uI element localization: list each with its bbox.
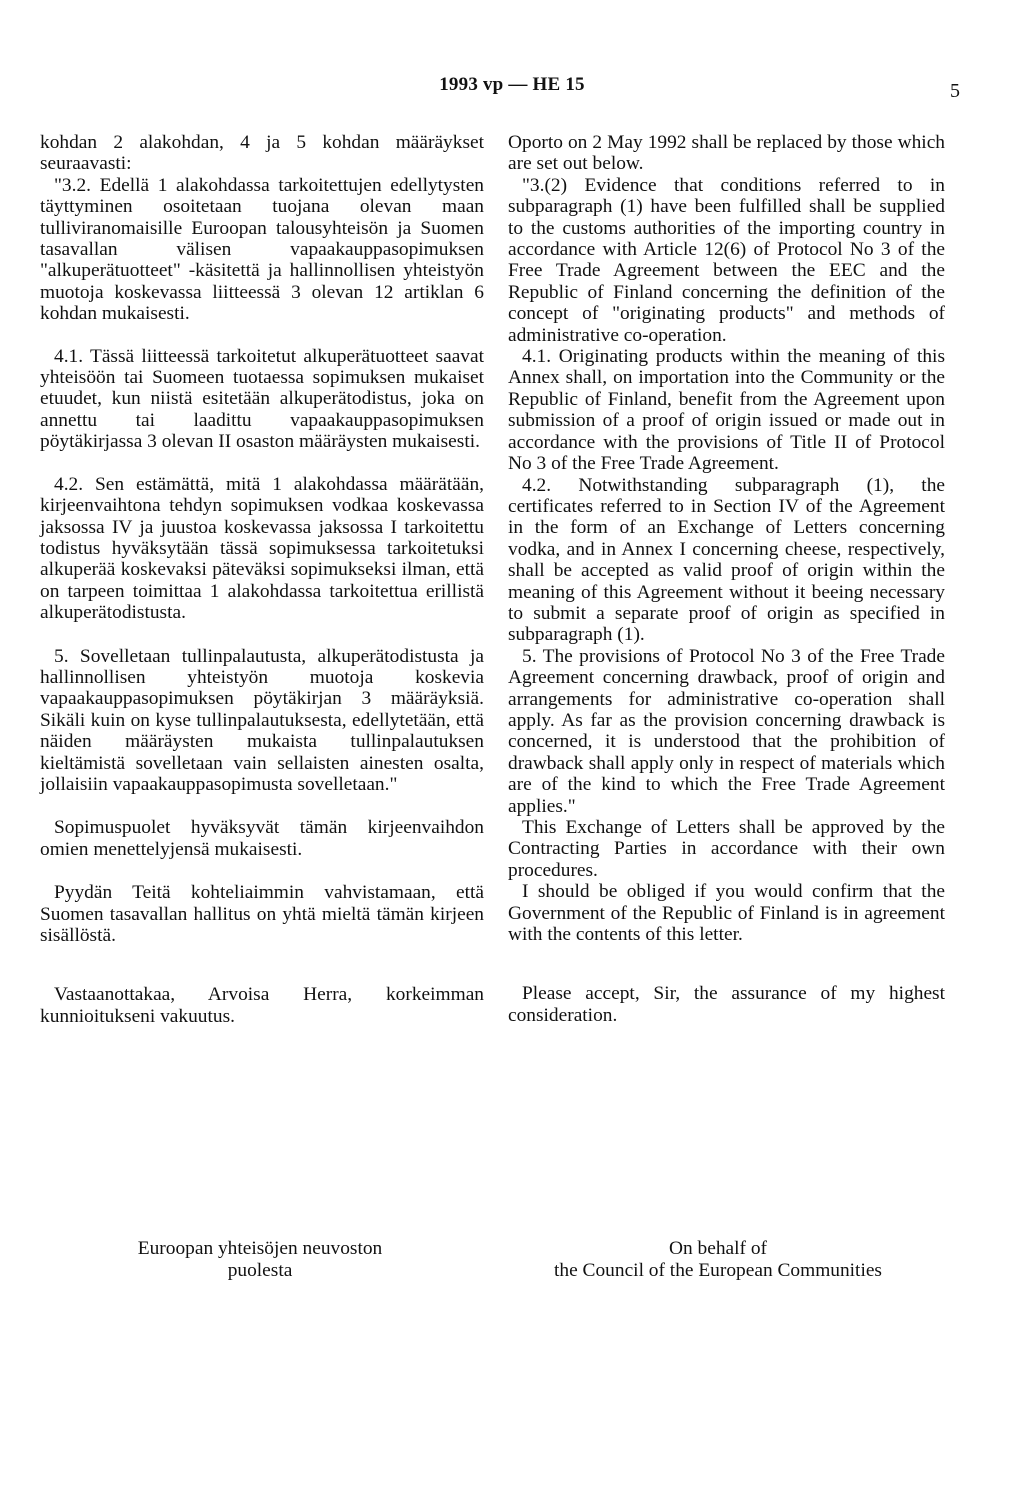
document-reference: 1993 vp — HE 15 (439, 74, 585, 95)
finnish-text-column (40, 132, 484, 1027)
fi-signature-line: puolesta (227, 1260, 293, 1281)
en-paragraph-5: 5. The provisions of Protocol No 3 of the Free Trade Agreement concerning drawback, proof of origin and arrangements for administrative co-operation shall apply. As far as the provision concerning drawback is concerned, it is understood that the prohibition of drawback shall apply only in respect of materials which are of the kind to which the Free Trade Agreement applies." (508, 645, 945, 817)
en-signature-line: the Council of the European Communities (554, 1260, 882, 1281)
en-paragraph-4-2: 4.2. Notwithstanding subparagraph (1), the certificates referred to in Section IV of the Agreement in the form of an Exchange of Letters concerning vodka, and in Annex I concerning cheese, respectively, shall be accepted as valid proof of origin within the meaning of this Agreement without it beeing necessary to submit a separate proof of origin as specified in subparagraph (1). (508, 474, 945, 646)
fi-paragraph-3-2: "3.2. Edellä 1 alakohdassa tarkoitettujen edellytysten täyttyminen osoitetaan tuojana olevan maan tulliviranomaisille Euroopan talousyhteisön ja Suomen tasavallan välisen vapaakauppasopimuksen "alkuperätuotteet" -käsitettä ja hallinnollisen yhteistyön muotoja koskevassa liitteessä 3 olevan 12 artiklan 6 kohdan mukaisesti. (40, 174, 484, 325)
fi-paragraph-4-2: 4.2. Sen estämättä, mitä 1 alakohdassa määrätään, kirjeenvaihtona tehdyn sopimuksen vodkaa koskevassa jaksossa IV ja juustoa koskevassa jaksossa I tarkoitettu todistus hyväksytään tässä sopimuksessa tarkoitetuksi alkuperää koskevaksi päteväksi sopimukseksi ilman, että on tarpeen toimittaa 1 alakohdassa tarkoitettua erillistä alkuperätodistusta. (40, 473, 484, 624)
en-paragraph-intro: Oporto on 2 May 1992 shall be replaced by those which are set out below. (508, 132, 945, 175)
en-paragraph-3-2: "3.(2) Evidence that conditions referred to in subparagraph (1) have been fulfilled shall be supplied to the customs authorities of the importing country in accordance with Article 12(6) of Protocol No 3 of the Free Trade Agreement between the EEC and the Republic of Finland concerning the definition of the concept of "originating products" and methods of administrative co-operation. (508, 174, 945, 346)
en-signature-block (508, 1238, 928, 1282)
en-signature-line: On behalf of (669, 1238, 767, 1259)
page-header (0, 74, 1024, 100)
fi-paragraph-5: 5. Sovelletaan tullinpalautusta, alkuperätodistusta ja hallinnollisen yhteistyön muotoja koskevia vapaakauppasopimuksen pöytäkirjan 3 määräyksiä. Sikäli kuin on kyse tullinpalautuksesta, edellytetään, että näiden määräysten mukaista tullinpalautuksen kieltämistä sovelletaan vain sellaisten ainesten osalta, jollaisiin vapaakauppasopimusta sovelletaan." (40, 645, 484, 795)
fi-paragraph-intro: kohdan 2 alakohdan, 4 ja 5 kohdan määräykset seuraavasti: (40, 132, 484, 175)
fi-paragraph-4-1: 4.1. Tässä liitteessä tarkoitetut alkuperätuotteet saavat yhteisöön tai Suomeen tuotaessa sopimuksen mukaiset etuudet, kun niistä esitetään alkuperätodistus, joka on annettu tai laadittu vapaakauppasopimuksen pöytäkirjassa 3 olevan II osaston määräysten mukaisesti. (40, 345, 484, 453)
fi-signature-block (60, 1238, 460, 1282)
en-paragraph-4-1: 4.1. Originating products within the meaning of this Annex shall, on importation into the Community or the Republic of Finland, benefit from the Agreement upon submission of a proof of origin issued or made out in accordance with the provisions of Title II of Protocol No 3 of the Free Trade Agreement. (508, 346, 945, 475)
fi-paragraph-closing: Vastaanottakaa, Arvoisa Herra, korkeimman kunnioitukseni vakuutus. (40, 984, 484, 1027)
fi-paragraph-approval: Sopimuspuolet hyväksyvät tämän kirjeenvaihdon omien menettelyjensä mukaisesti. (40, 817, 484, 860)
en-paragraph-closing: Please accept, Sir, the assurance of my highest consideration. (508, 983, 945, 1026)
fi-signature-line: Euroopan yhteisöjen neuvoston (137, 1238, 383, 1259)
english-text-column (508, 132, 945, 1026)
fi-paragraph-confirm: Pyydän Teitä kohteliaimmin vahvistamaan, että Suomen tasavallan hallitus on yhtä mieltä tämän kirjeen sisällöstä. (40, 882, 484, 946)
page-number: 5 (950, 80, 960, 102)
en-paragraph-confirm: I should be obliged if you would confirm that the Government of the Republic of Finland is in agreement with the contents of this letter. (508, 881, 945, 946)
en-paragraph-approval: This Exchange of Letters shall be approved by the Contracting Parties in accordance with their own procedures. (508, 817, 945, 881)
